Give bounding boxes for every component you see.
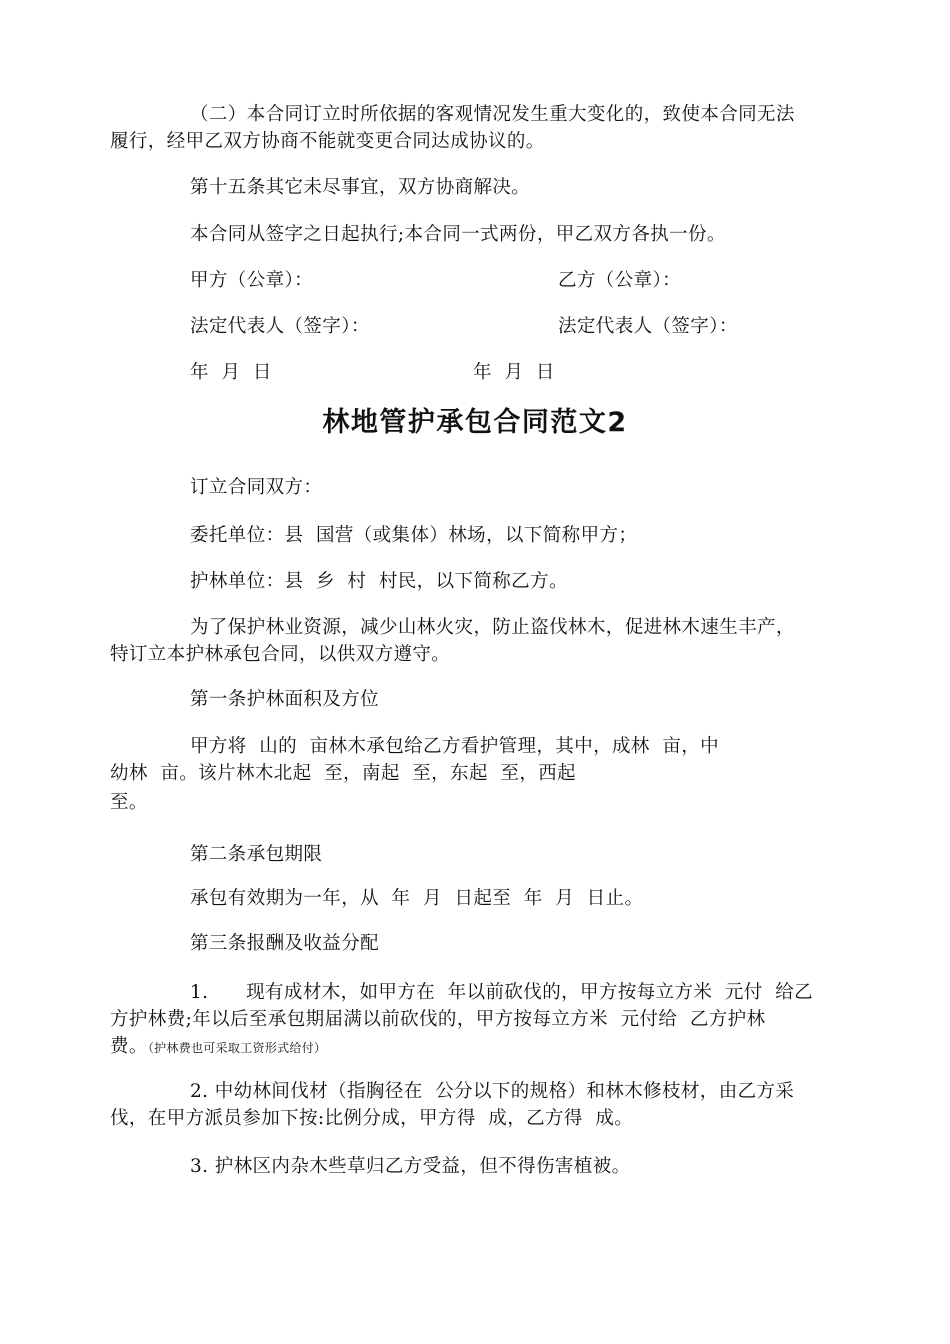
article-1-line: 至。 xyxy=(110,792,148,813)
article-1-line: 幼林 亩。该片林木北起 至，南起 至，东起 至，西起 xyxy=(110,763,577,784)
item-1-line: 方护林费;年以后至承包期届满以前砍伐的，甲方按每立方米 元付给 乙方护林 xyxy=(110,1009,766,1030)
paragraph-line: （二）本合同订立时所依据的客观情况发生重大变化的，致使本合同无法 xyxy=(190,104,795,125)
item-1-note: （护林费也可采取工资形式给付） xyxy=(147,1041,327,1055)
contractor-unit: 护林单位：县 乡 村 村民，以下简称乙方。 xyxy=(190,571,568,592)
item-1-line xyxy=(110,1035,326,1060)
contract-title: 林地管护承包合同范文2 xyxy=(322,407,628,438)
effective-clause: 本合同从签字之日起执行;本合同一式两份，甲乙双方各执一份。 xyxy=(190,224,726,245)
party-a-rep-label: 法定代表人（签字）： xyxy=(190,316,370,337)
purpose-line: 为了保护林业资源，减少山林火灾，防止盗伐林木，促进林木速生丰产， xyxy=(190,617,795,638)
article-1-heading: 第一条护林面积及方位 xyxy=(190,689,380,710)
party-b-seal-label: 乙方（公章）： xyxy=(558,270,682,291)
party-a-seal-label: 甲方（公章）： xyxy=(190,270,314,291)
date-b: 年 月 日 xyxy=(473,362,555,383)
client-unit: 委托单位：县 国营（或集体）林场，以下简称甲方； xyxy=(190,525,638,546)
article-2-heading: 第二条承包期限 xyxy=(190,844,323,865)
article-2-body: 承包有效期为一年，从 年 月 日起至 年 月 日止。 xyxy=(190,888,644,909)
item-3: 3. 护林区内杂木些草归乙方受益，但不得伤害植被。 xyxy=(190,1156,631,1177)
item-2-line: 2. 中幼林间伐材（指胸径在 公分以下的规格）和林木修枝材，由乙方采 xyxy=(190,1081,795,1102)
item-1-line: 1. 现有成材木，如甲方在 年以前砍伐的，甲方按每立方米 元付 给乙 xyxy=(190,982,814,1003)
parties-heading: 订立合同双方： xyxy=(190,477,323,498)
date-a: 年 月 日 xyxy=(190,362,272,383)
item-1-tail: 费。 xyxy=(110,1036,148,1057)
article-3-heading: 第三条报酬及收益分配 xyxy=(190,933,380,954)
paragraph-line: 履行，经甲乙双方协商不能就变更合同达成协议的。 xyxy=(110,131,545,152)
article-1-line: 甲方将 山的 亩林木承包给乙方看护管理，其中，成林 亩，中 xyxy=(190,736,720,757)
party-b-rep-label: 法定代表人（签字）： xyxy=(558,316,738,337)
item-2-line: 伐，在甲方派员参加下按:比例分成，甲方得 成，乙方得 成。 xyxy=(110,1108,634,1129)
purpose-line: 特订立本护林承包合同，以供双方遵守。 xyxy=(110,644,451,665)
article-15: 第十五条其它未尽事宜，双方协商解决。 xyxy=(190,177,531,198)
